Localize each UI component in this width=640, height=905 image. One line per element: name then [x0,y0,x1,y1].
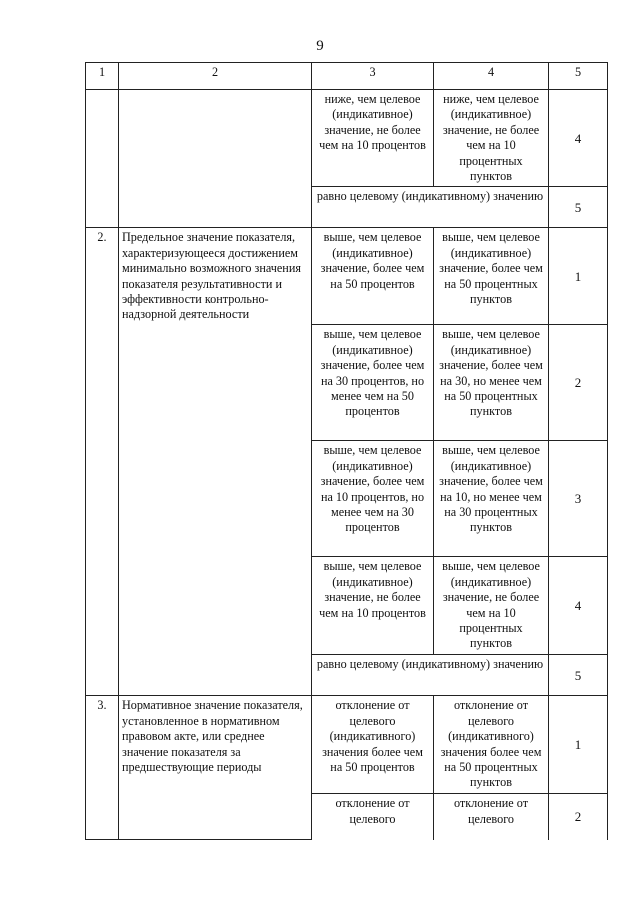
header-cell-4: 4 [434,63,549,90]
condition-points-cell: выше, чем целевое (индикативное) значение, не более чем на 10 процентных пунктов [434,557,549,655]
condition-equal-cell: равно целевому (индикативному) значению [312,655,549,696]
condition-percent-cell: выше, чем целевое (индикативное) значение, более чем на 10 процентов, но менее чем на 30 процентов [312,441,434,557]
table-header-row [86,63,608,90]
condition-percent-cell: отклонение от целевого (индикативного) значения более чем на 50 процентов [312,696,434,794]
row-number-cell [86,90,119,228]
score-cell: 5 [549,655,608,696]
condition-points-cell: выше, чем целевое (индикативное) значение, более чем на 50 процентных пунктов [434,228,549,325]
condition-percent-cell: отклонение от целевого [312,794,434,840]
condition-equal-cell: равно целевому (индикативному) значению [312,187,549,228]
score-cell: 5 [549,187,608,228]
header-cell-5: 5 [549,63,608,90]
score-cell: 1 [549,228,608,325]
score-cell: 3 [549,441,608,557]
condition-percent-cell: ниже, чем целевое (индикативное) значение, не более чем на 10 процентов [312,90,434,187]
criteria-table [85,62,608,840]
page-number: 9 [316,38,324,54]
score-cell: 4 [549,90,608,187]
condition-points-cell: выше, чем целевое (индикативное) значение, более чем на 10, но менее чем на 30 процентных пунктов [434,441,549,557]
condition-points-cell: выше, чем целевое (индикативное) значение, более чем на 30, но менее чем на 50 процентных пунктов [434,325,549,441]
condition-points-cell: отклонение от целевого [434,794,549,840]
indicator-cell: Нормативное значение показателя, установленное в нормативном правовом акте, или среднее значение показателя за предшествующие периоды [119,696,312,840]
indicator-cell [119,90,312,228]
condition-percent-cell: выше, чем целевое (индикативное) значение, более чем на 50 процентов [312,228,434,325]
row-number-cell: 3. [86,696,119,840]
condition-percent-cell: выше, чем целевое (индикативное) значение, более чем на 30 процентов, но менее чем на 50 процентов [312,325,434,441]
score-cell: 2 [549,794,608,840]
header-cell-2: 2 [119,63,312,90]
table-row [86,696,608,794]
condition-points-cell: ниже, чем целевое (индикативное) значение, не более чем на 10 процентных пунктов [434,90,549,187]
table-row [86,228,608,325]
score-cell: 2 [549,325,608,441]
condition-points-cell: отклонение от целевого (индикативного) значения более чем на 50 процентных пунктов [434,696,549,794]
header-cell-3: 3 [312,63,434,90]
score-cell: 1 [549,696,608,794]
indicator-cell: Предельное значение показателя, характеризующееся достижением минимально возможного значения показателя результативности и эффективности контрольно-надзорной деятельности [119,228,312,696]
header-cell-1: 1 [86,63,119,90]
condition-percent-cell: выше, чем целевое (индикативное) значение, не более чем на 10 процентов [312,557,434,655]
score-cell: 4 [549,557,608,655]
row-number-cell: 2. [86,228,119,696]
table-row [86,90,608,187]
